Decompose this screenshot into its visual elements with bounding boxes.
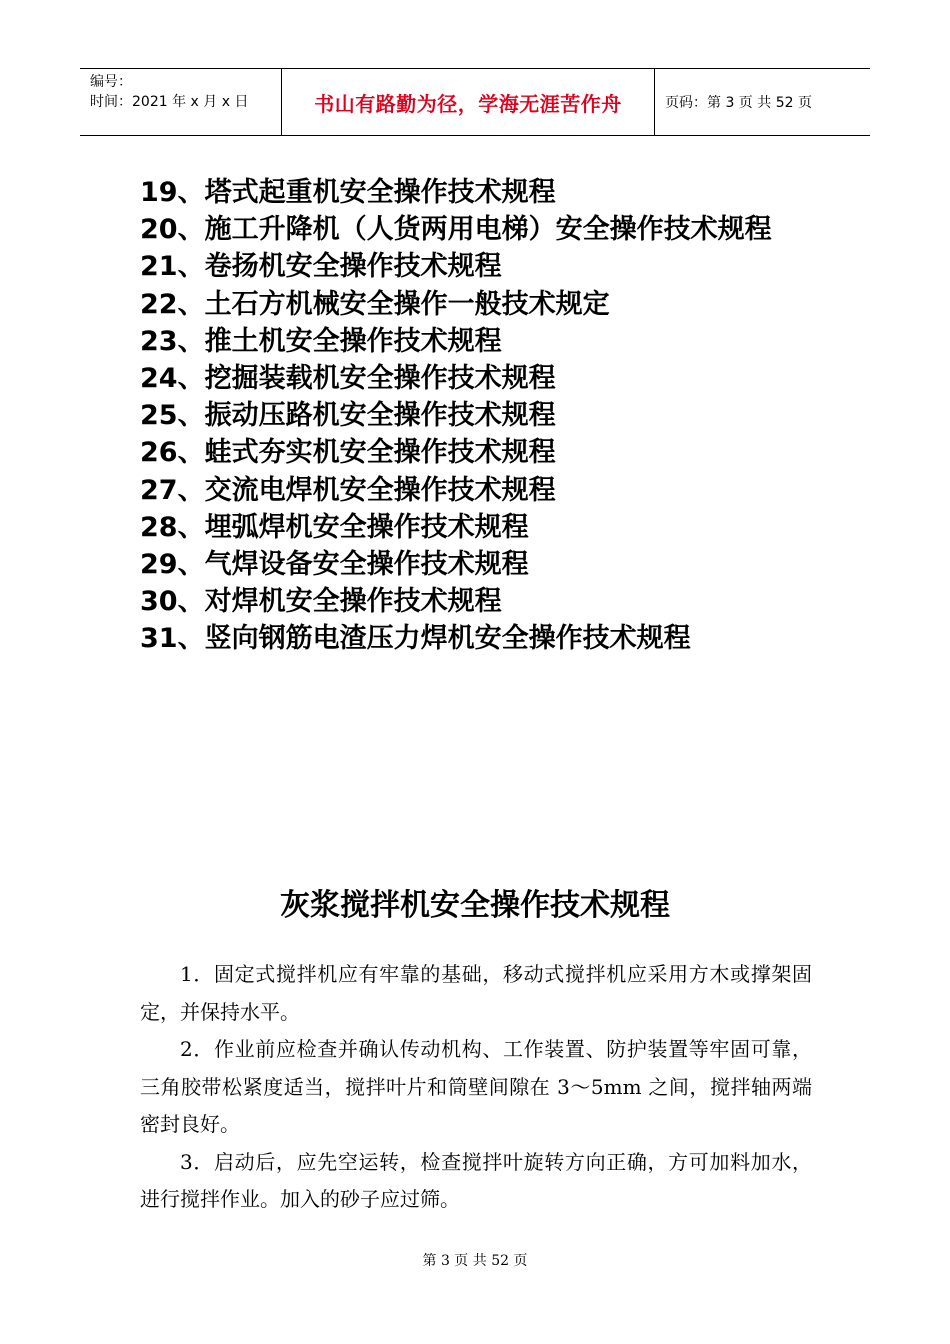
body-paragraph: 3．启动后，应先空运转，检查搅拌叶旋转方向正确，方可加料加水，进行搅拌作业。加入的砂子应过筛。 <box>140 1149 812 1211</box>
toc-item: 28、埋弧焊机安全操作技术规程 <box>140 511 529 543</box>
toc-item: 31、竖向钢筋电渣压力焊机安全操作技术规程 <box>140 623 691 655</box>
section-title: 灰浆搅拌机安全操作技术规程 <box>280 888 670 923</box>
toc-item: 27、交流电焊机安全操作技术规程 <box>140 474 556 506</box>
header-meta-cell <box>80 69 282 135</box>
document-header <box>80 68 870 136</box>
header-page-info: 页码：第 3 页 共 52 页 <box>665 95 812 111</box>
body-paragraph: 1．固定式搅拌机应有牢靠的基础，移动式搅拌机应采用方木或撑架固定，并保持水平。 <box>140 962 812 1024</box>
toc-item: 22、土石方机械安全操作一般技术规定 <box>140 288 610 320</box>
toc-item: 24、挖掘装载机安全操作技术规程 <box>140 362 556 394</box>
toc-item: 26、蛙式夯实机安全操作技术规程 <box>140 437 556 469</box>
table-of-contents <box>140 174 772 657</box>
toc-item: 25、振动压路机安全操作技术规程 <box>140 400 556 432</box>
serial-number-label: 编号： <box>90 74 132 90</box>
toc-item: 20、施工升降机（人货两用电梯）安全操作技术规程 <box>140 214 772 246</box>
toc-item: 23、推土机安全操作技术规程 <box>140 325 502 357</box>
body-paragraph: 2．作业前应检查并确认传动机构、工作装置、防护装置等牢固可靠，三角胶带松紧度适当，搅拌叶片和筒壁间隙在 3～5mm 之间，搅拌轴两端密封良好。 <box>140 1037 812 1136</box>
header-motto-cell <box>282 69 655 135</box>
page-footer: 第 3 页 共 52 页 <box>422 1253 528 1269</box>
date-label: 时间：2021 年 x 月 x 日 <box>90 94 249 110</box>
toc-item: 19、塔式起重机安全操作技术规程 <box>140 177 556 208</box>
section-body <box>140 956 812 1219</box>
toc-item: 30、对焊机安全操作技术规程 <box>140 586 502 618</box>
header-motto: 书山有路勤为径，学海无涯苦作舟 <box>314 91 622 116</box>
toc-item: 21、卷扬机安全操作技术规程 <box>140 251 502 283</box>
toc-item: 29、气焊设备安全操作技术规程 <box>140 548 529 580</box>
header-page-cell <box>655 69 870 135</box>
